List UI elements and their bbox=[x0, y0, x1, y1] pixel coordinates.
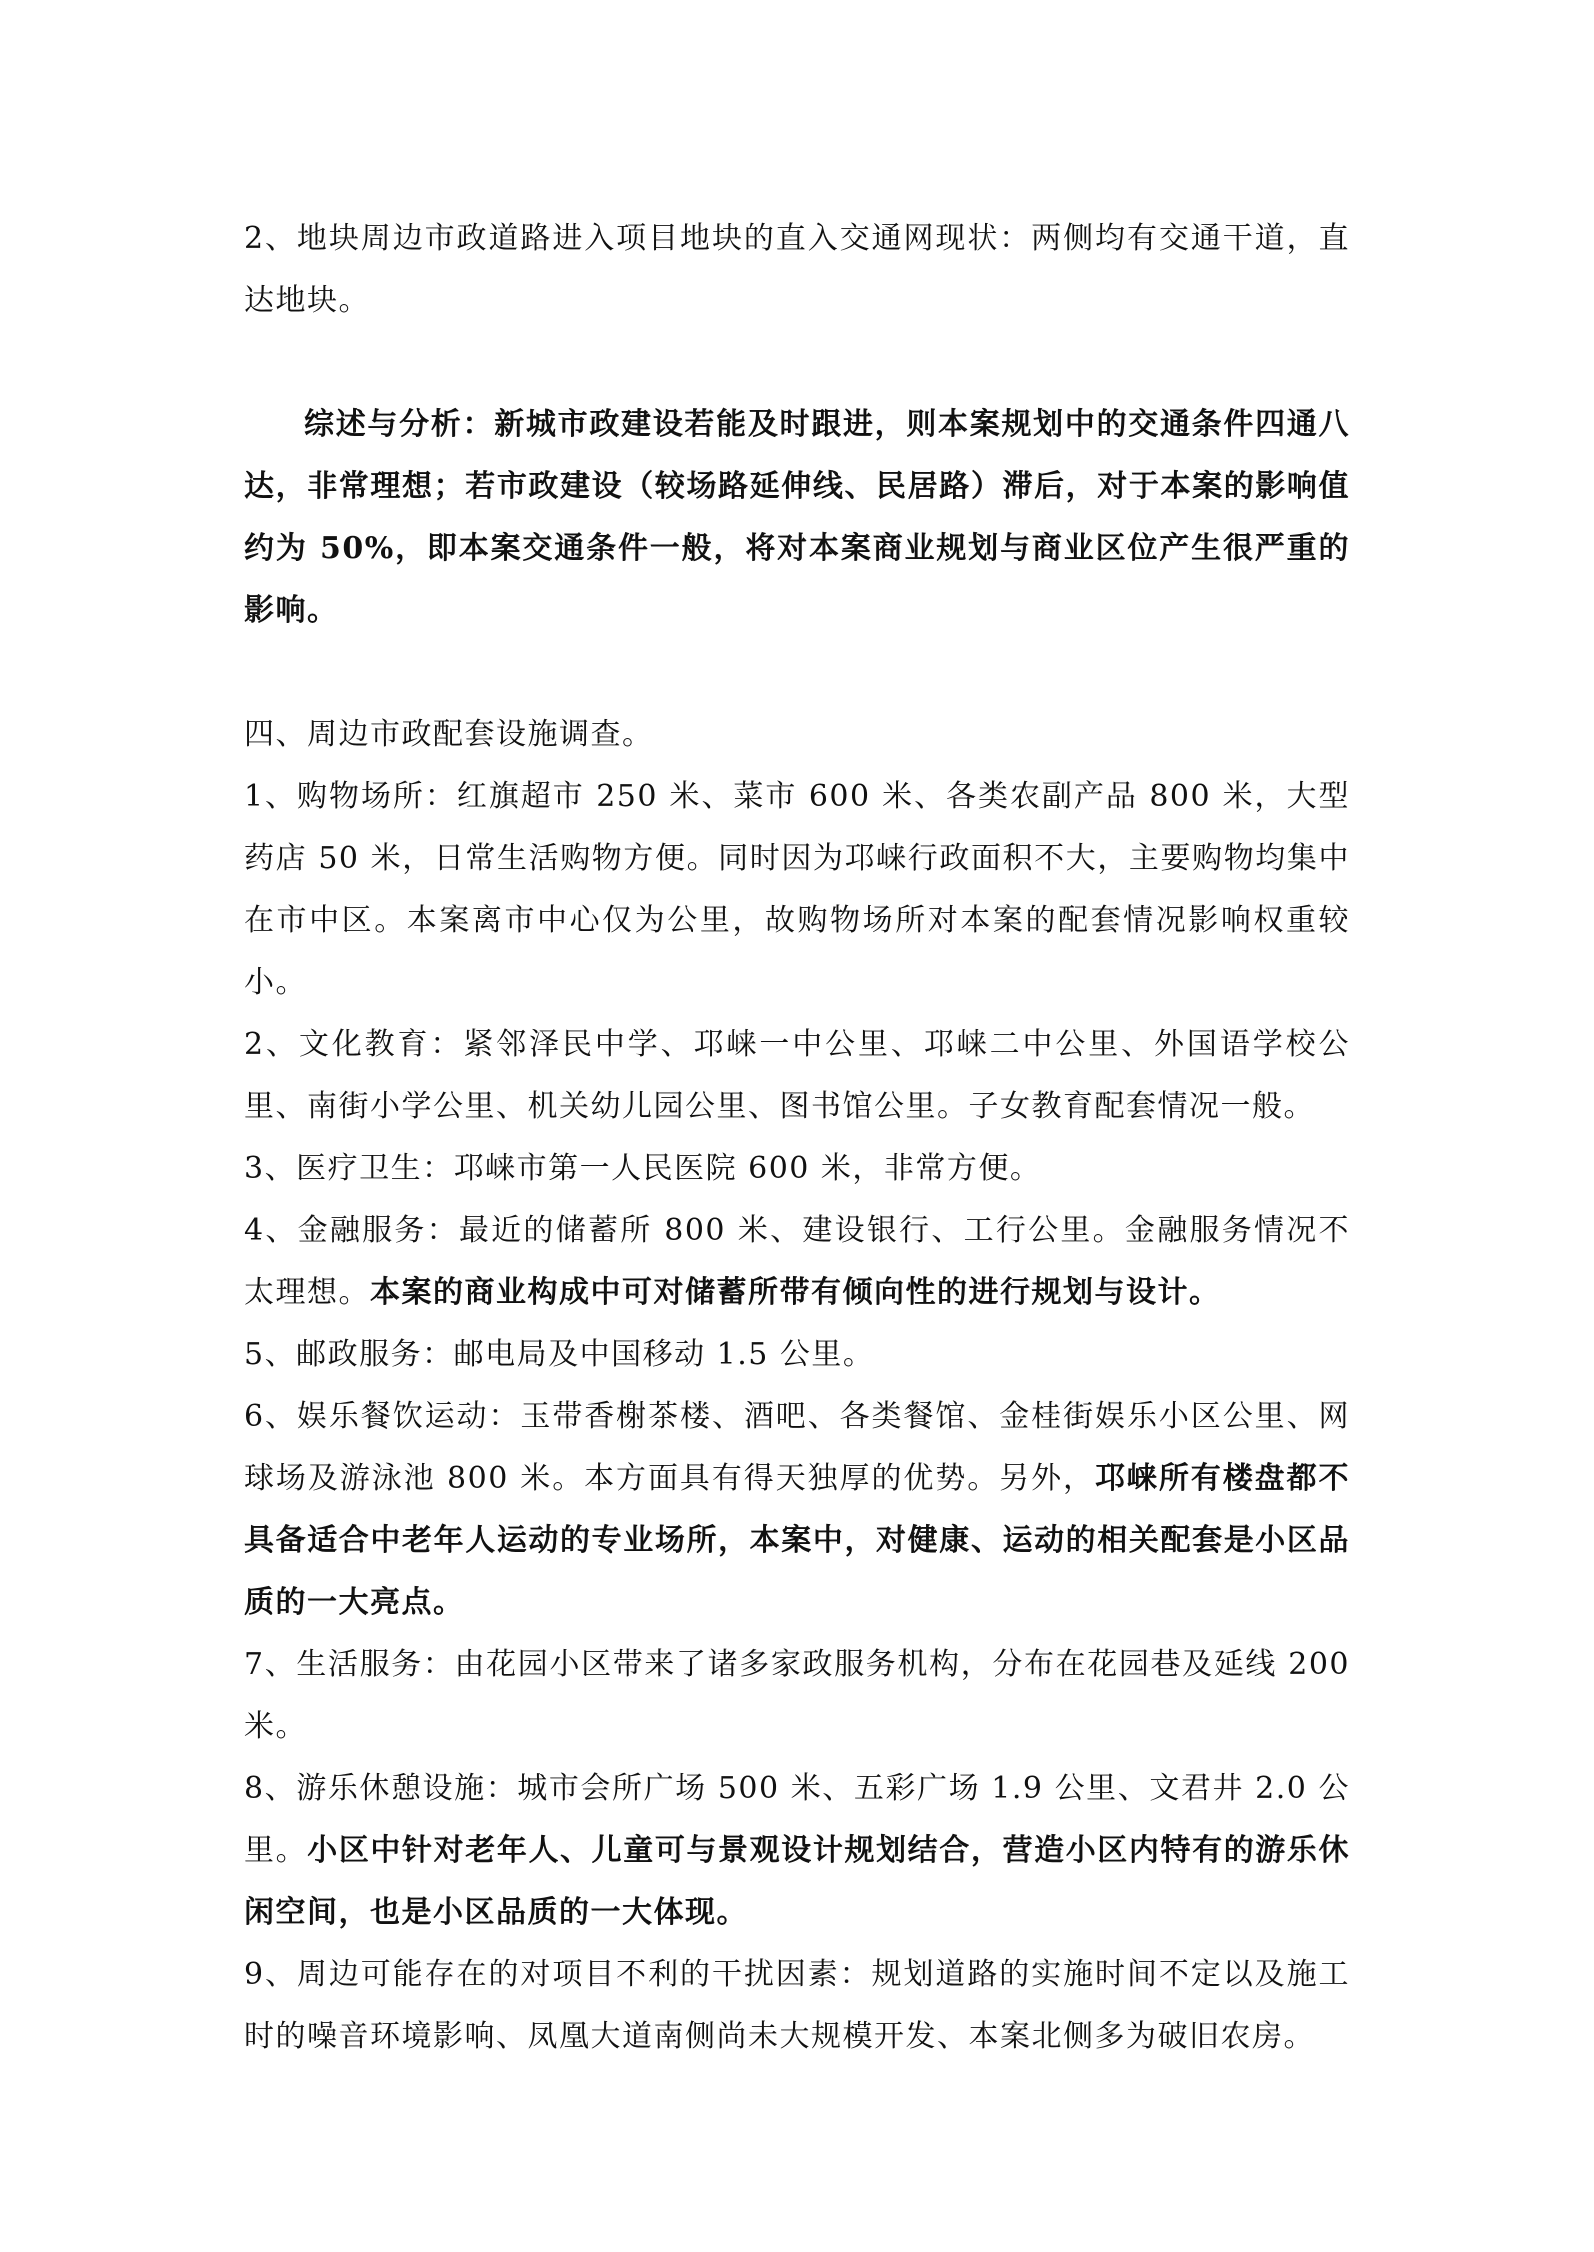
item-medical: 3、医疗卫生：邛崃市第一人民医院 600 米，非常方便。 bbox=[244, 1151, 1042, 1186]
item-entertainment bbox=[244, 1386, 1350, 1634]
paragraph-road-access: 2、地块周边市政道路进入项目地块的直入交通网现状：两侧均有交通干道，直达地块。 bbox=[244, 221, 1350, 318]
item-recreation-emphasis: 小区中针对老年人、儿童可与景观设计规划结合，营造小区内特有的游乐休闲空间，也是小区品质的一大体现。 bbox=[244, 1833, 1351, 1930]
paragraph-summary-analysis: 综述与分析：新城市政建设若能及时跟进，则本案规划中的交通条件四通八达，非常理想；若市政建设（较场路延伸线、民居路）滞后，对于本案的影响值约为 50%，即本案交通条件一般，将对本案商业规划与商业区位产生很严重的影响。 bbox=[244, 407, 1350, 628]
item-finance-text: 4、金融服务：最近的储蓄所 800 米、建设银行、工行公里。金融服务情况不太理想。 bbox=[244, 1213, 1350, 1310]
item-shopping: 1、购物场所：红旗超市 250 米、菜市 600 米、各类农副产品 800 米，大型药店 50 米，日常生活购物方便。同时因为邛崃行政面积不大，主要购物均集中在市中区。本案离市中心仅为公里，故购物场所对本案的配套情况影响权重较小。 bbox=[244, 779, 1350, 1000]
item-recreation-text: 8、游乐休憩设施：城市会所广场 500 米、五彩广场 1.9 公里、文君井 2.0 公里。 bbox=[244, 1771, 1350, 1868]
spacer bbox=[244, 332, 1350, 394]
item-life-services: 7、生活服务：由花园小区带来了诸多家政服务机构，分布在花园巷及延线 200 米。 bbox=[244, 1647, 1350, 1744]
item-finance bbox=[244, 1200, 1350, 1324]
spacer bbox=[244, 642, 1350, 704]
item-recreation bbox=[244, 1758, 1350, 1944]
section-heading-facilities: 四、周边市政配套设施调查。 bbox=[244, 717, 654, 752]
item-interference-factors: 9、周边可能存在的对项目不利的干扰因素：规划道路的实施时间不定以及施工时的噪音环境影响、凤凰大道南侧尚未大规模开发、本案北侧多为破旧农房。 bbox=[244, 1957, 1350, 2054]
document-body bbox=[244, 208, 1350, 2068]
item-postal: 5、邮政服务：邮电局及中国移动 1.5 公里。 bbox=[244, 1337, 875, 1372]
item-entertainment-text: 6、娱乐餐饮运动：玉带香榭茶楼、酒吧、各类餐馆、金桂街娱乐小区公里、网球场及游泳池 800 米。本方面具有得天独厚的优势。另外， bbox=[244, 1399, 1350, 1496]
item-education: 2、文化教育：紧邻泽民中学、邛崃一中公里、邛崃二中公里、外国语学校公里、南街小学公里、机关幼儿园公里、图书馆公里。子女教育配套情况一般。 bbox=[244, 1027, 1350, 1124]
item-entertainment-emphasis: 邛崃所有楼盘都不具备适合中老年人运动的专业场所，本案中，对健康、运动的相关配套是小区品质的一大亮点。 bbox=[244, 1461, 1351, 1620]
item-finance-emphasis: 本案的商业构成中可对储蓄所带有倾向性的进行规划与设计。 bbox=[370, 1275, 1221, 1310]
